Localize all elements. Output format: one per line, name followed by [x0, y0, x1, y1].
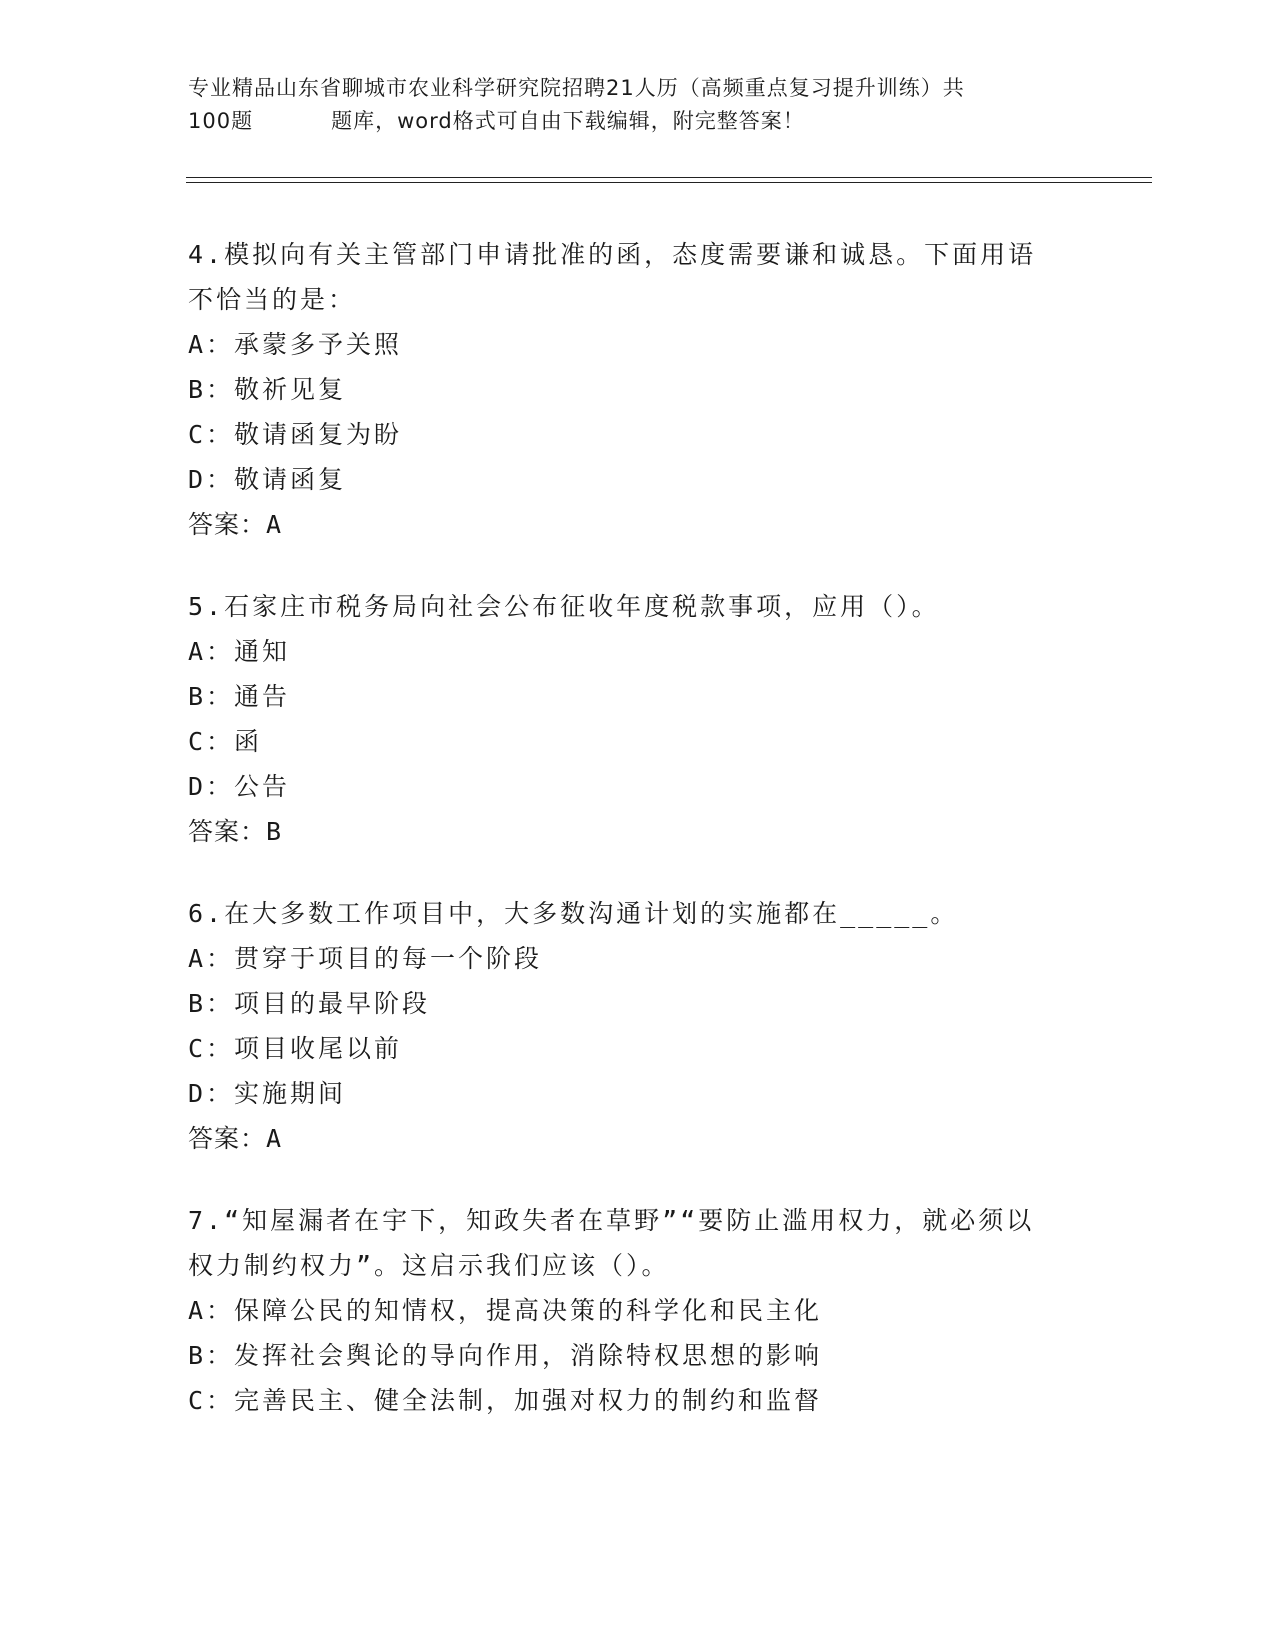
answer-label: 答案：	[188, 510, 267, 539]
question-text: 4.模拟向有关主管部门申请批准的函，态度需要谦和诚恳。下面用语不恰当的是：	[188, 240, 1037, 314]
header-line-2	[188, 105, 1088, 138]
option-d: D：实施期间	[188, 1079, 347, 1108]
option-a: A：承蒙多予关照	[188, 330, 403, 359]
answer-label: 答案：	[188, 1124, 267, 1153]
option-b: B：通告	[188, 682, 291, 711]
question-text: 5.石家庄市税务局向社会公布征收年度税款事项，应用（）。	[188, 592, 940, 621]
option-d: D：敬请函复	[188, 465, 347, 494]
answer-label: 答案：	[188, 817, 267, 846]
question-4	[188, 232, 1088, 548]
question-list	[188, 232, 1088, 1459]
answer-value: A	[266, 510, 283, 539]
option-d: D：公告	[188, 772, 291, 801]
option-c: C：完善民主、健全法制，加强对权力的制约和监督	[188, 1386, 823, 1415]
option-b: B：项目的最早阶段	[188, 989, 431, 1018]
option-c: C：敬请函复为盼	[188, 420, 403, 449]
header-description: 题库，word格式可自由下载编辑，附完整答案！	[331, 109, 805, 133]
option-a: A：保障公民的知情权，提高决策的科学化和民主化	[188, 1296, 823, 1325]
option-c: C：项目收尾以前	[188, 1034, 403, 1063]
answer-line	[188, 809, 1088, 855]
question-text: 7.“知屋漏者在宇下，知政失者在草野”“要防止滥用权力，就必须以权力制约权力”。这启示我们应该（）。	[188, 1206, 1035, 1280]
header-rule-top	[186, 177, 1152, 178]
option-b: B：敬祈见复	[188, 375, 347, 404]
header-line-1: 专业精品山东省聊城市农业科学研究院招聘21人历（高频重点复习提升训练）共	[188, 76, 965, 100]
answer-line	[188, 1116, 1088, 1162]
answer-line	[188, 502, 1088, 548]
question-6	[188, 891, 1088, 1162]
option-b: B：发挥社会舆论的导向作用，消除特权思想的影响	[188, 1341, 823, 1370]
answer-value: B	[266, 817, 283, 846]
option-a: A：贯穿于项目的每一个阶段	[188, 944, 543, 973]
header-count: 100题	[188, 109, 254, 133]
document-header	[188, 72, 1088, 138]
option-a: A：通知	[188, 637, 291, 666]
question-7	[188, 1198, 1088, 1423]
header-rule-bottom	[186, 182, 1152, 183]
option-c: C：函	[188, 727, 263, 756]
question-5	[188, 584, 1088, 855]
question-text: 6.在大多数工作项目中，大多数沟通计划的实施都在_____。	[188, 899, 959, 928]
answer-value: A	[266, 1124, 283, 1153]
